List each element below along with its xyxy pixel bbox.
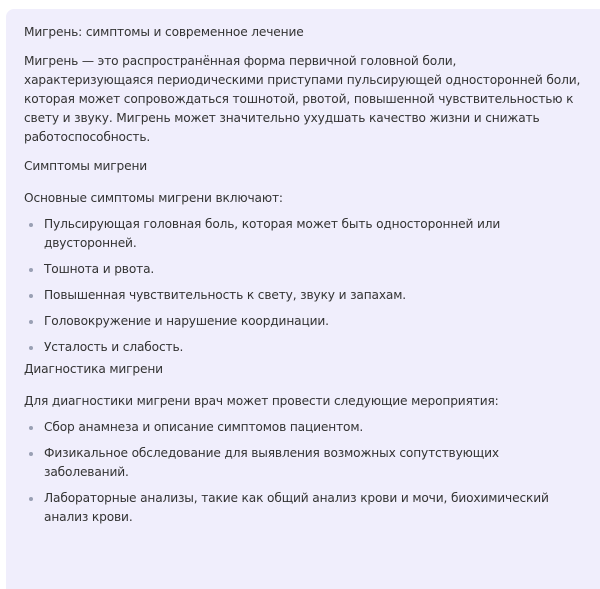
section-intro: Основные симптомы мигрени включают: <box>24 191 283 205</box>
list-item <box>24 312 592 331</box>
list-item-text: Лабораторные анализы, такие как общий анализ крови и мочи, биохимический анализ крови. <box>44 491 549 524</box>
list-item <box>24 444 592 482</box>
list-item-text: Повышенная чувствительность к свету, звуку и запахам. <box>44 288 407 302</box>
list-item <box>24 489 592 527</box>
diagnostics-list <box>24 418 592 527</box>
bullet-dot-icon <box>29 294 33 298</box>
list-item <box>24 215 592 253</box>
list-item <box>24 418 592 437</box>
list-item-text: Пульсирующая головная боль, которая может быть односторонней или двусторонней. <box>44 217 501 250</box>
message-card <box>6 9 600 589</box>
bullet-dot-icon <box>29 497 33 501</box>
bullet-dot-icon <box>29 346 33 350</box>
bullet-dot-icon <box>29 320 33 324</box>
section-heading: Диагностика мигрени <box>24 362 163 376</box>
section-symptoms <box>24 157 592 357</box>
list-item-text: Физикальное обследование для выявления возможных сопутствующих заболеваний. <box>44 446 499 479</box>
section-heading: Симптомы мигрени <box>24 159 148 173</box>
list-item <box>24 286 592 305</box>
list-item <box>24 260 592 279</box>
list-item-text: Головокружение и нарушение координации. <box>44 314 329 328</box>
list-item-text: Тошнота и рвота. <box>44 262 155 276</box>
symptoms-list <box>24 215 592 357</box>
section-diagnostics <box>24 360 592 527</box>
intro-paragraph: Мигрень — это распространённая форма первичной головной боли, характеризующаяся периодическими приступами пульсирующей односторонней боли, которая может сопровождаться тошнотой, рвотой, повышенной чувствительностью к свету и звуку. Мигрень может значительно ухудшать качество жизни и снижать работоспособность. <box>24 54 581 144</box>
section-intro: Для диагностики мигрени врач может провести следующие мероприятия: <box>24 394 499 408</box>
list-item <box>24 338 592 357</box>
bullet-dot-icon <box>29 452 33 456</box>
article-title: Мигрень: симптомы и современное лечение <box>24 25 304 39</box>
list-item-text: Сбор анамнеза и описание симптомов пациентом. <box>44 420 364 434</box>
bullet-dot-icon <box>29 268 33 272</box>
bullet-dot-icon <box>29 223 33 227</box>
list-item-text: Усталость и слабость. <box>44 340 184 354</box>
bullet-dot-icon <box>29 426 33 430</box>
